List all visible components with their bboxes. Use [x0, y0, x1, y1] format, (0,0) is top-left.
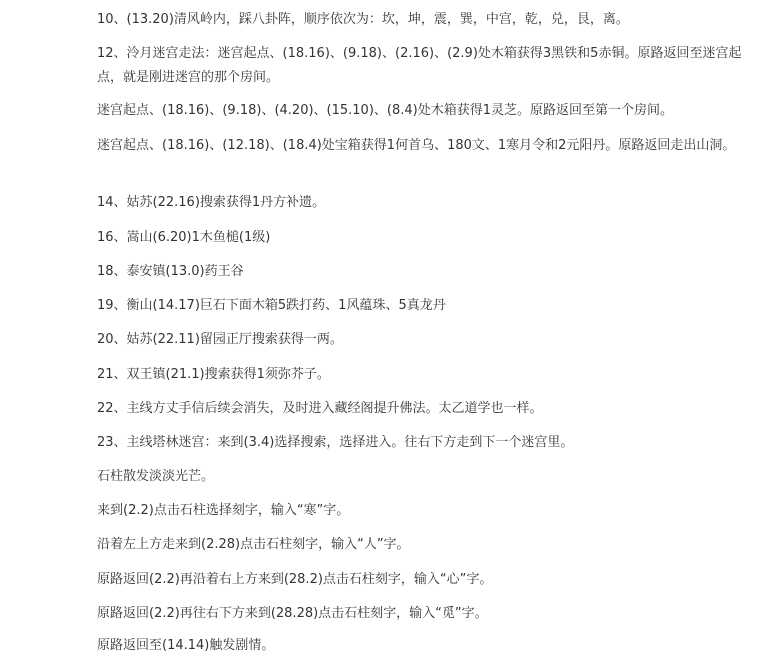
paragraph: 10、(13.20)清风岭内，踩八卦阵，顺序依次为：坎，坤，震，巽，中宫，乾，兑，艮，离。 — [97, 12, 629, 27]
paragraph: 原路返回(2.2)再往右下方来到(28.28)点击石柱刻字，输入“觅”字。 — [97, 606, 488, 621]
paragraph: 20、姑苏(22.11)留园正厅搜索获得一两。 — [97, 332, 343, 347]
paragraph: 23、主线塔林迷宫：来到(3.4)选择搜索，选择进入。往右下方走到下一个迷宫里。 — [97, 435, 574, 450]
paragraph: 原路返回(2.2)再沿着右上方来到(28.2)点击石柱刻字，输入“心”字。 — [97, 572, 493, 587]
paragraph: 16、嵩山(6.20)1木鱼槌(1级) — [97, 230, 271, 245]
paragraph: 迷宫起点、(18.16)、(12.18)、(18.4)处宝箱获得1何首乌、180文、1寒月令和2元阳丹。原路返回走出山洞。 — [97, 138, 736, 153]
paragraph: 19、衡山(14.17)巨石下面木箱5跌打药、1风蕴珠、5真龙丹 — [97, 298, 446, 313]
paragraph: 石柱散发淡淡光芒。 — [97, 469, 215, 484]
paragraph: 迷宫起点、(18.16)、(9.18)、(4.20)、(15.10)、(8.4)处木箱获得1灵芝。原路返回至第一个房间。 — [97, 103, 673, 118]
paragraph: 21、双王镇(21.1)搜索获得1须弥芥子。 — [97, 367, 330, 382]
paragraph: 14、姑苏(22.16)搜索获得1丹方补遗。 — [97, 195, 326, 210]
paragraph: 沿着左上方走来到(2.28)点击石柱刻字，输入“人”字。 — [97, 537, 410, 552]
paragraph: 22、主线方丈手信后续会消失，及时进入藏经阁提升佛法。太乙道学也一样。 — [97, 401, 543, 416]
paragraph: 来到(2.2)点击石柱选择刻字，输入“寒”字。 — [97, 503, 350, 518]
paragraph: 原路返回至(14.14)触发剧情。 — [97, 638, 275, 653]
paragraph: 18、泰安镇(13.0)药王谷 — [97, 264, 244, 279]
paragraph: 12、泠月迷宫走法：迷宫起点、(18.16)、(9.18)、(2.16)、(2.9)处木箱获得3黑铁和5赤铜。原路返回至迷宫起点，就是刚进迷宫的那个房间。 — [97, 46, 742, 85]
